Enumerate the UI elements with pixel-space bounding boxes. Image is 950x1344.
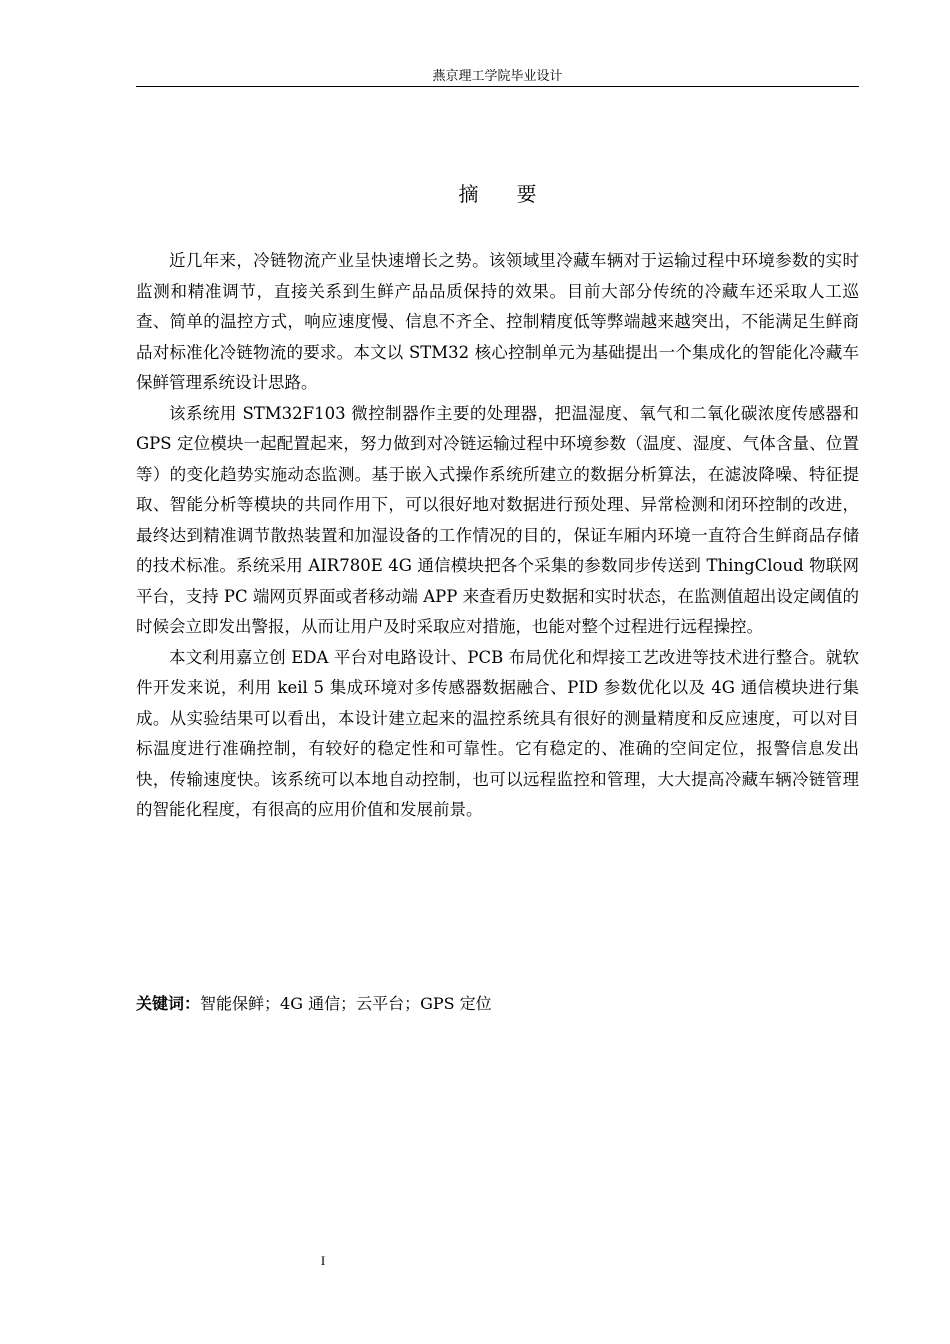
page-number: I <box>320 1253 326 1268</box>
keywords-value: 智能保鲜；4G 通信；云平台；GPS 定位 <box>200 994 492 1013</box>
abstract-paragraph-1: 近几年来，冷链物流产业呈快速增长之势。该领域里冷藏车辆对于运输过程中环境参数的实时监测和精准调节，直接关系到生鲜产品品质保持的效果。目前大部分传统的冷藏车还采取人工巡查、简单的温控方式，响应速度慢、信息不齐全、控制精度低等弊端越来越突出，不能满足生鲜商品对标准化冷链物流的要求。本文以 STM32 核心控制单元为基础提出一个集成化的智能化冷藏车保鲜管理系统设计思路。 <box>136 251 859 392</box>
keywords-line <box>136 992 859 1016</box>
keywords-label: 关键词： <box>136 994 201 1013</box>
abstract-body <box>136 246 859 826</box>
abstract-paragraph-2: 该系统用 STM32F103 微控制器作主要的处理器，把温湿度、氧气和二氧化碳浓度传感器和 GPS 定位模块一起配置起来，努力做到对冷链运输过程中环境参数（温度、湿度、气体含量、位置等）的变化趋势实施动态监测。基于嵌入式操作系统所建立的数据分析算法，在滤波降噪、特征提取、智能分析等模块的共同作用下，可以很好地对数据进行预处理、异常检测和闭环控制的改进，最终达到精准调节散热装置和加湿设备的工作情况的目的，保证车厢内环境一直符合生鲜商品存储的技术标准。系统采用 AIR780E 4G 通信模块把各个采集的参数同步传送到 ThingCloud 物联网平台，支持 PC 端网页界面或者移动端 APP 来查看历史数据和实时状态，在监测值超出设定阈值的时候会立即发出警报，从而让用户及时采取应对措施，也能对整个过程进行远程操控。 <box>136 403 859 636</box>
abstract-paragraph-3: 本文利用嘉立创 EDA 平台对电路设计、PCB 布局优化和焊接工艺改进等技术进行整合。就软件开发来说，利用 keil 5 集成环境对多传感器数据融合、PID 参数优化以及 4G 通信模块进行集成。从实验结果可以看出，本设计建立起来的温控系统具有很好的测量精度和反应速度，可以对目标温度进行准确控制，有较好的稳定性和可靠性。它有稳定的、准确的空间定位，报警信息发出快，传输速度快。该系统可以本地自动控制，也可以远程监控和管理，大大提高冷藏车辆冷链管理的智能化程度，有很高的应用价值和发展前景。 <box>136 647 859 819</box>
running-header: 燕京理工学院毕业设计 <box>432 69 563 84</box>
abstract-title: 摘要 <box>458 182 575 206</box>
header-rule <box>136 86 859 87</box>
